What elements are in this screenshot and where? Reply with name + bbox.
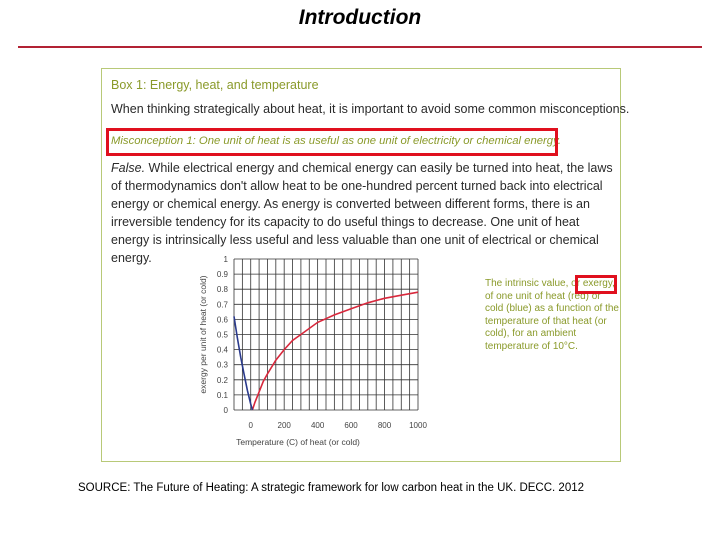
y-tick-label: 0.9: [216, 270, 228, 280]
y-tick-label: 0: [223, 406, 228, 415]
exergy-highlight: [575, 275, 617, 294]
body-lead: False.: [111, 161, 146, 175]
y-tick-label: 0.4: [216, 345, 228, 355]
chart-caption: The intrinsic value, or exergy, of one unit of heat (red) or cold (blue) as a function of the temperature of that heat (or cold), for an ambient temperature of 10°C.: [485, 278, 619, 352]
y-tick-label: 0.6: [216, 315, 228, 325]
exergy-chart: [102, 69, 622, 463]
x-tick-label: 400: [310, 421, 325, 430]
info-box: [101, 68, 630, 462]
box-heading: Box 1: Energy, heat, and temperature: [111, 78, 319, 92]
x-tick-label: 1000: [409, 421, 427, 430]
y-tick-label: 0.1: [216, 390, 228, 400]
box-intro: When thinking strategically about heat, it is important to avoid some common misconceptions.: [111, 102, 630, 116]
x-tick-label: 600: [344, 421, 358, 430]
source-citation: SOURCE: The Future of Heating: A strategic framework for low carbon heat in the UK. DECC. 2012: [78, 482, 585, 494]
slide-title: Introduction: [298, 6, 422, 29]
y-tick-label: 0.5: [216, 330, 228, 340]
x-tick-label: 800: [377, 421, 392, 430]
x-axis-label: Temperature (C) of heat (or cold): [236, 437, 360, 447]
x-tick-label: 0: [248, 421, 253, 430]
y-tick-label: 1: [223, 255, 228, 264]
y-axis-label: exergy per unit of heat (or cold): [198, 275, 208, 394]
body-text: While electrical energy and chemical energy can easily be turned into heat, the laws of thermodynamics don't allow heat to be one-hundred percent turned back into electrical energy or chemical energy. As energy is converted between different forms, there is an irreversible tendency for its capacity to do useful things to decrease. One unit of heat energy is intrinsically less useful and less valuable than one unit of electrical or chemical energy.: [111, 161, 613, 265]
x-tick-label: 200: [277, 421, 291, 430]
y-tick-label: 0.2: [216, 375, 228, 385]
y-tick-label: 0.3: [216, 360, 228, 370]
cold-series-line: [234, 316, 252, 410]
misconception-text: Misconception 1: One unit of heat is as useful as one unit of electricity or chemical energy.: [111, 135, 562, 147]
title-divider: [18, 46, 702, 48]
y-tick-label: 0.8: [216, 285, 228, 295]
y-tick-label: 0.7: [216, 300, 228, 310]
